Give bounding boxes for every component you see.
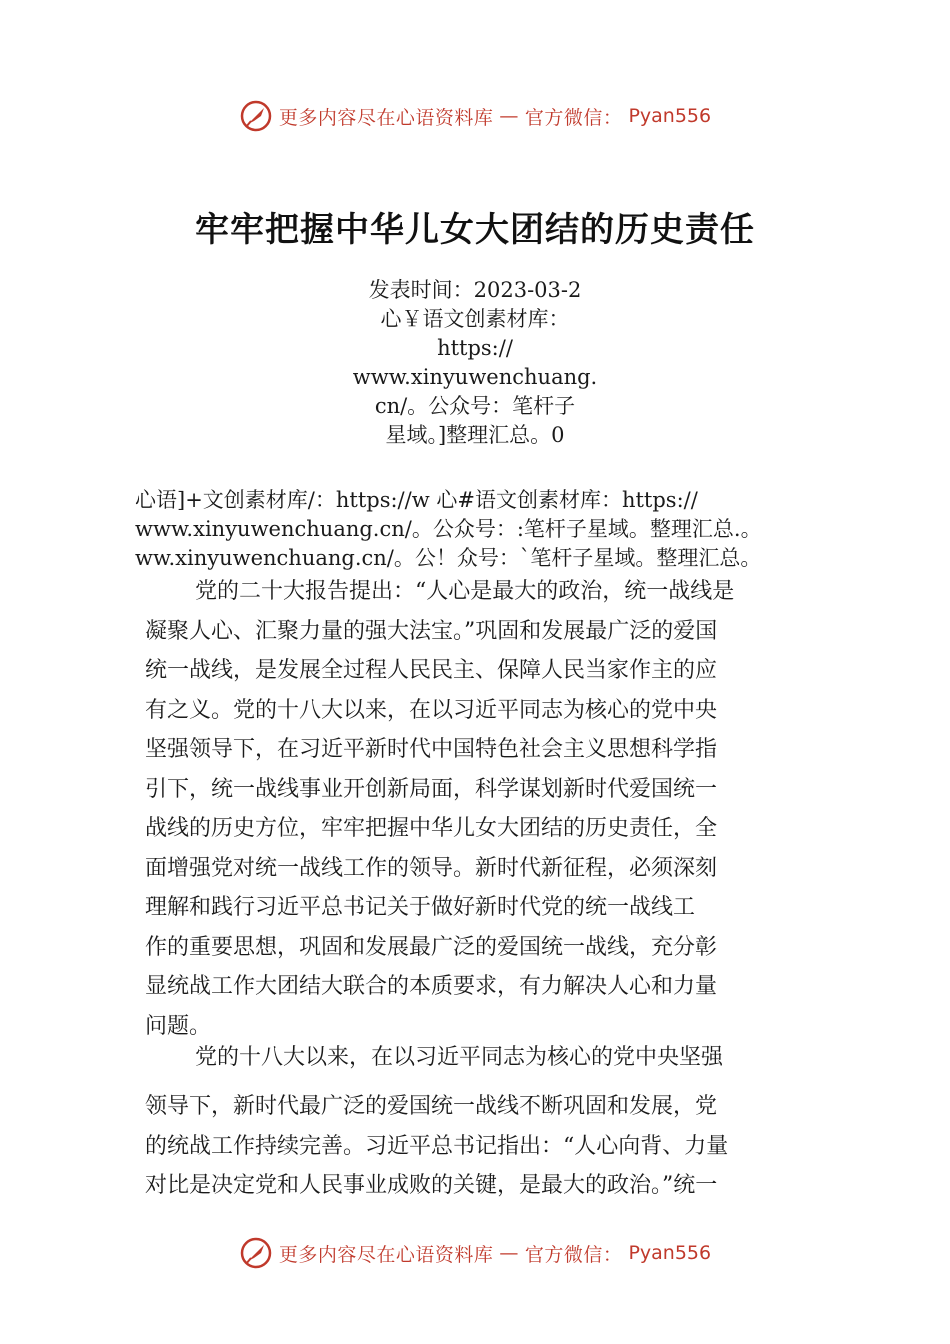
source-notice-line: www.xinyuwenchuang.cn/。公众号：:笔杆子星域。整理汇总.。 bbox=[135, 517, 762, 541]
quill-logo-icon bbox=[239, 99, 273, 133]
paragraph-line: 对比是决定党和人民事业成败的关键，是最大的政治。”统一 bbox=[145, 1173, 718, 1198]
banner-text: 更多内容尽在心语资料库 bbox=[278, 106, 494, 129]
paragraph-line: 的统战工作持续完善。习近平总书记指出：“人心向背、力量 bbox=[145, 1133, 729, 1159]
meta-line: 星域。]整理汇总。0 bbox=[385, 423, 565, 447]
page-title: 牢牢把握中华儿女大团结的历史责任 bbox=[195, 210, 755, 250]
banner-wechat-id: Pyan556 bbox=[628, 105, 712, 127]
banner-text: 更多内容尽在心语资料库 bbox=[278, 1243, 494, 1266]
banner-wechat-label: 官方微信： bbox=[524, 1243, 623, 1266]
body-paragraph-2-first-line bbox=[195, 1043, 875, 1073]
meta-line: www.xinyuwenchuang. bbox=[352, 365, 598, 389]
meta-line: cn/。公众号：笔杆子 bbox=[374, 394, 576, 418]
body-paragraph-2 bbox=[145, 1087, 825, 1206]
source-notice-line: ww.xinyuwenchuang.cn/。公！众号：`笔杆子星域。整理汇总。 bbox=[135, 546, 762, 570]
paragraph-line: 凝聚人心、汇聚力量的强大法宝。”巩固和发展最广泛的爱国 bbox=[145, 618, 718, 644]
paragraph-line: 党的十八大以来，在以习近平同志为核心的党中央坚强 bbox=[195, 1045, 724, 1070]
banner-dash: — bbox=[499, 105, 519, 127]
banner-dash: — bbox=[499, 1242, 519, 1264]
paragraph-line: 面增强党对统一战线工作的领导。新时代新征程，必须深刻 bbox=[145, 855, 718, 881]
source-notice-line: 心语]+文创素材库/：https://w 心#语文创素材库：https:// bbox=[135, 488, 698, 512]
paragraph-line: 理解和践行习近平总书记关于做好新时代党的统一战线工 bbox=[145, 895, 696, 920]
meta-line: https:// bbox=[437, 336, 513, 360]
quill-logo-icon bbox=[239, 1236, 273, 1270]
meta-line: 发表时间：2023-03-2 bbox=[368, 278, 582, 302]
body-paragraph-1 bbox=[145, 572, 825, 1046]
paragraph-line: 问题。 bbox=[145, 1013, 212, 1039]
meta-line: 心￥语文创素材库： bbox=[380, 307, 570, 331]
paragraph-line: 党的二十大报告提出：“人心是最大的政治，统一战线是 bbox=[195, 579, 735, 604]
paragraph-line: 作的重要思想，巩固和发展最广泛的爱国统一战线，充分彰 bbox=[145, 934, 718, 960]
paragraph-line: 战线的历史方位，牢牢把握中华儿女大团结的历史责任，全 bbox=[145, 816, 718, 841]
paragraph-line: 显统战工作大团结大联合的本质要求，有力解决人心和力量 bbox=[145, 974, 718, 999]
paragraph-line: 统一战线，是发展全过程人民民主、保障人民当家作主的应 bbox=[145, 658, 718, 683]
paragraph-line: 引下，统一战线事业开创新局面，科学谋划新时代爱国统一 bbox=[145, 776, 718, 802]
banner-wechat-label: 官方微信： bbox=[524, 106, 623, 129]
footer-banner bbox=[0, 1233, 950, 1273]
paragraph-line: 领导下，新时代最广泛的爱国统一战线不断巩固和发展，党 bbox=[145, 1094, 718, 1119]
source-notice-block bbox=[135, 486, 855, 573]
header-banner bbox=[0, 96, 950, 136]
paragraph-line: 坚强领导下，在习近平新时代中国特色社会主义思想科学指 bbox=[145, 737, 718, 762]
meta-block bbox=[0, 276, 950, 450]
paragraph-line: 有之义。党的十八大以来，在以习近平同志为核心的党中央 bbox=[145, 697, 718, 723]
banner-wechat-id: Pyan556 bbox=[628, 1242, 712, 1264]
